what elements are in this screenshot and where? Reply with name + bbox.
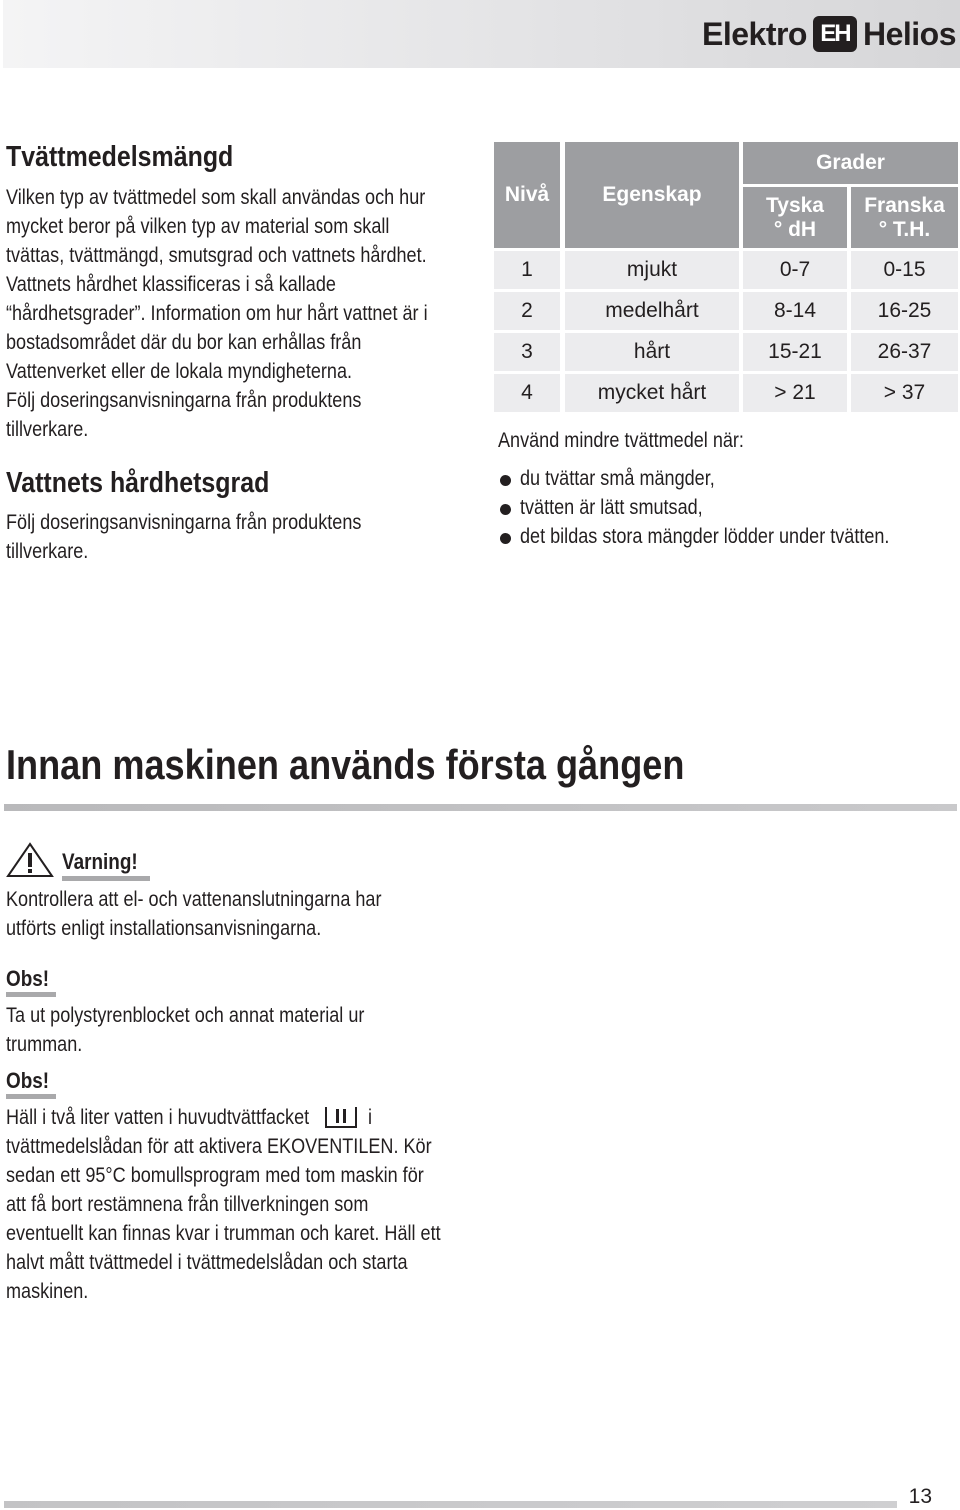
table-cell-property: hårt bbox=[565, 333, 739, 371]
list-item: du tvättar små mängder, bbox=[498, 464, 958, 493]
brand-name-left: Elektro bbox=[701, 15, 807, 52]
brand-mark: EH bbox=[813, 16, 857, 52]
table-cell-property: medelhårt bbox=[565, 292, 739, 330]
warning-label: Varning! bbox=[62, 848, 150, 881]
bullet-icon bbox=[500, 475, 511, 486]
header-level: Nivå bbox=[494, 142, 560, 248]
obs-label: Obs! bbox=[6, 1068, 56, 1099]
warning-row bbox=[6, 842, 138, 878]
list-item: tvätten är lätt smutsad, bbox=[498, 493, 958, 522]
section-divider bbox=[4, 804, 957, 811]
table-cell-level: 3 bbox=[494, 333, 560, 371]
table-cell-french: 26-37 bbox=[851, 333, 958, 371]
table-cell-french: 16-25 bbox=[851, 292, 958, 330]
table-cell-level: 1 bbox=[494, 251, 560, 289]
header-property: Egenskap bbox=[565, 142, 739, 248]
header-french: Franska ° T.H. bbox=[851, 187, 958, 248]
detergent-paragraph: Vilken typ av tvättmedel som skall användas och hur mycket beror på vilken typ av material som skall tvättas, tvättmängd, smutsgrad och vattnets hårdhet. Vattnets hårdhet klassificeras i så kallade “hårdhetsgrader”. Information om hur hårt vattnet är i bostadsområdet där du bor kan erhållas från Vattenverket eller de lokala myndigheterna. Följ doseringsanvisningarna från produktens tillverkare. bbox=[6, 186, 428, 441]
bullet-icon bbox=[500, 504, 511, 515]
table-cell-property: mjukt bbox=[565, 251, 739, 289]
main-wash-compartment-icon bbox=[324, 1105, 358, 1129]
detergent-heading: Tvättmedelsmängd bbox=[6, 141, 234, 173]
footer-divider bbox=[4, 1501, 897, 1508]
hardness-paragraph: Följ doseringsanvisningarna från produktens tillverkare. bbox=[6, 511, 362, 563]
hardness-heading: Vattnets hårdhetsgrad bbox=[6, 467, 270, 499]
less-detergent-intro: Använd mindre tvättmedel när: bbox=[498, 429, 744, 452]
obs-text-aktivera: Häll i två liter vatten i huvudtvättfacket i tvättmedelslådan för att aktivera EKOVENTILEN. Kör sedan ett 95°C bomullsprogram med tom maskin för att få bort restämnena från tillverkningen som eventuellt kan finnas kvar i trumman och karet. Häll ett halvt mått tvättmedel i tvättmedelslådan och starta maskinen. bbox=[6, 1106, 441, 1303]
table-cell-german: > 21 bbox=[743, 374, 847, 412]
list-item: det bildas stora mängder lödder under tvätten. bbox=[498, 522, 958, 551]
warning-text: Kontrollera att el- och vattenanslutningarna har utförts enligt installationsanvisningarna. bbox=[6, 888, 382, 940]
table-cell-level: 4 bbox=[494, 374, 560, 412]
brand-name-right: Helios bbox=[862, 15, 956, 52]
less-detergent-list bbox=[498, 464, 958, 551]
header-german: Tyska ° dH bbox=[743, 187, 847, 248]
table-cell-german: 0-7 bbox=[743, 251, 847, 289]
warning-triangle-icon bbox=[6, 842, 54, 878]
brand-logo bbox=[702, 14, 956, 54]
table-cell-french: > 37 bbox=[851, 374, 958, 412]
obs-label: Obs! bbox=[6, 966, 56, 997]
table-cell-german: 8-14 bbox=[743, 292, 847, 330]
table-cell-property: mycket hårt bbox=[565, 374, 739, 412]
obs-text: Ta ut polystyrenblocket och annat material ur trumman. bbox=[6, 1004, 365, 1056]
header-degrees: Grader bbox=[743, 142, 958, 184]
first-use-heading: Innan maskinen används första gången bbox=[6, 741, 685, 788]
table-cell-level: 2 bbox=[494, 292, 560, 330]
table-cell-french: 0-15 bbox=[851, 251, 958, 289]
table-cell-german: 15-21 bbox=[743, 333, 847, 371]
water-hardness-table bbox=[494, 142, 958, 414]
page-number: 13 bbox=[908, 1485, 932, 1508]
bullet-icon bbox=[500, 533, 511, 544]
